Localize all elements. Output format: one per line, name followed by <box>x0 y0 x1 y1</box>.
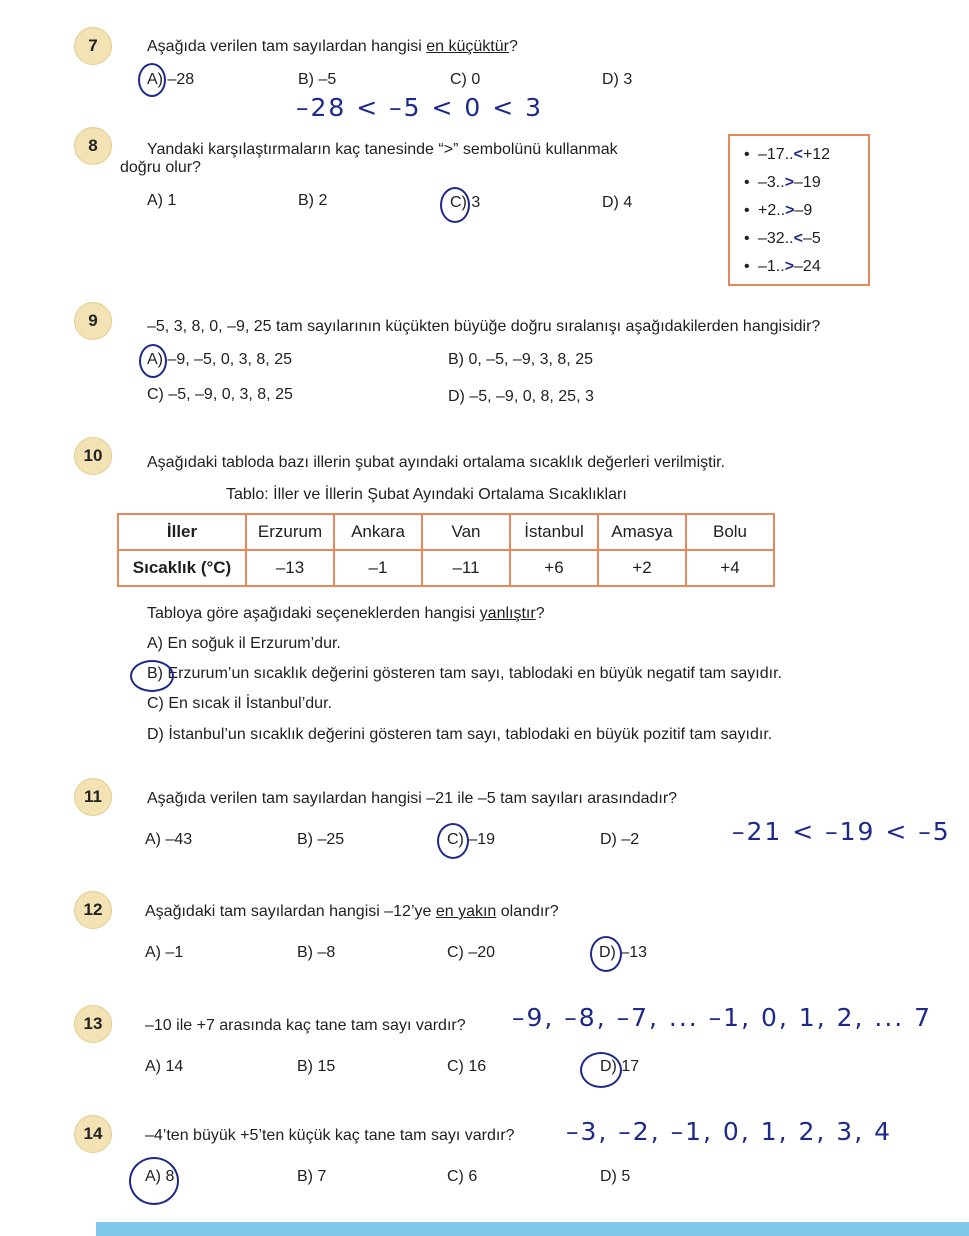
q11-option-b[interactable]: B) –25 <box>297 831 345 848</box>
question-12-text <box>145 903 559 921</box>
question-10-prompt-u: yanlıştır <box>479 605 536 622</box>
q14-option-d[interactable]: D) 5 <box>600 1168 631 1185</box>
question-7-text-b: ? <box>508 38 518 55</box>
q11-option-d[interactable]: D) –2 <box>600 831 640 848</box>
question-12-text-u: en yakın <box>435 903 497 920</box>
bullet-icon: • <box>744 258 750 275</box>
q7-option-d[interactable]: D) 3 <box>602 71 633 88</box>
comparison-left: –32 <box>758 230 785 247</box>
question-8-line2: doğru olur? <box>120 159 201 176</box>
question-14-text: –4’ten büyük +5’ten küçük kaç tane tam sayı vardır? <box>145 1127 515 1144</box>
q13-option-b[interactable]: B) 15 <box>297 1058 336 1075</box>
table-header-cell: İller <box>118 514 246 550</box>
temperature-table <box>117 513 775 587</box>
handwriting-q7: –28 < –5 < 0 < 3 <box>296 93 544 122</box>
table-cell: –1 <box>334 550 422 586</box>
table-row <box>118 514 774 550</box>
q7-option-b[interactable]: B) –5 <box>298 71 337 88</box>
q13-option-c[interactable]: C) 16 <box>447 1058 487 1075</box>
q10-option-a[interactable]: A) En soğuk il Erzurum’dur. <box>147 635 341 652</box>
bullet-icon: • <box>744 146 750 163</box>
comparison-mark: < <box>793 146 803 163</box>
comparison-left: –17 <box>758 146 785 163</box>
q9-option-b[interactable]: B) 0, –5, –9, 3, 8, 25 <box>448 351 593 368</box>
q7-option-c[interactable]: C) 0 <box>450 71 481 88</box>
q13-option-d[interactable]: D) 17 <box>600 1058 640 1075</box>
table-cell: Ankara <box>334 514 422 550</box>
comparison-row: • –1..>–24 <box>744 258 821 275</box>
q12-option-c[interactable]: C) –20 <box>447 944 496 961</box>
question-8-line1: Yandaki karşılaştırmaların kaç tanesinde “>” sembolünü kullanmak <box>147 141 618 158</box>
table-cell: Van <box>422 514 510 550</box>
comparison-mark: > <box>784 174 795 191</box>
question-number-14: 14 <box>74 1115 112 1153</box>
question-number-11: 11 <box>74 778 112 816</box>
comparison-left: –1 <box>758 258 776 275</box>
table-cell: –13 <box>246 550 334 586</box>
question-10-prompt-a: Tabloya göre aşağıdaki seçeneklerden hangisi <box>147 605 480 622</box>
q10-option-b[interactable]: B) Erzurum’un sıcaklık değerini gösteren tam sayı, tablodaki en büyük negatif tam sayıdır. <box>147 665 782 682</box>
table-cell: –11 <box>422 550 510 586</box>
question-number-8: 8 <box>74 127 112 165</box>
handwriting-q14: –3, –2, –1, 0, 1, 2, 3, 4 <box>566 1117 893 1146</box>
question-12-text-a: Aşağıdaki tam sayılardan hangisi –12’ye <box>145 903 436 920</box>
comparison-row: • +2..>–9 <box>744 202 813 219</box>
table-cell: Amasya <box>598 514 686 550</box>
table-cell: +4 <box>686 550 774 586</box>
comparison-right: –19 <box>794 174 821 191</box>
table-cell: +6 <box>510 550 598 586</box>
q14-option-a[interactable]: A) 8 <box>145 1168 175 1185</box>
q9-option-d[interactable]: D) –5, –9, 0, 8, 25, 3 <box>448 388 594 405</box>
comparison-row: • –3..>–19 <box>744 174 821 191</box>
comparison-mark: > <box>784 258 795 275</box>
question-7-text <box>147 38 518 56</box>
q14-option-c[interactable]: C) 6 <box>447 1168 478 1185</box>
q8-option-c[interactable]: C) 3 <box>450 194 481 211</box>
comparison-right: +12 <box>802 146 831 163</box>
bullet-icon: • <box>744 174 750 191</box>
q11-option-a[interactable]: A) –43 <box>145 831 193 848</box>
handwriting-q11: –21 < –19 < –5 <box>732 817 951 846</box>
q12-option-d[interactable]: D) –13 <box>599 944 648 961</box>
table-header-cell: Sıcaklık (°C) <box>118 550 246 586</box>
question-9-text: –5, 3, 8, 0, –9, 25 tam sayılarının küçükten büyüğe doğru sıralanışı aşağıdakilerden hangisidir? <box>147 318 821 335</box>
question-7-text-a: Aşağıda verilen tam sayılardan hangisi <box>147 38 427 55</box>
table-caption: Tablo: İller ve İllerin Şubat Ayındaki Ortalama Sıcaklıkları <box>226 486 627 503</box>
comparison-row: • –17..<+12 <box>744 146 831 163</box>
bullet-icon: • <box>744 230 750 247</box>
comparison-left: –3 <box>758 174 776 191</box>
question-10-text: Aşağıdaki tabloda bazı illerin şubat ayındaki ortalama sıcaklık değerleri verilmiştir. <box>147 454 726 471</box>
comparison-right: –24 <box>794 258 821 275</box>
table-row <box>118 550 774 586</box>
question-10-prompt <box>147 605 545 623</box>
q9-option-c[interactable]: C) –5, –9, 0, 3, 8, 25 <box>147 386 293 403</box>
question-number-10: 10 <box>74 437 112 475</box>
question-number-9: 9 <box>74 302 112 340</box>
q8-option-a[interactable]: A) 1 <box>147 192 177 209</box>
handwriting-q13: –9, –8, –7, ... –1, 0, 1, 2, ... 7 <box>512 1003 933 1032</box>
question-7-text-u: en küçüktür <box>426 38 509 55</box>
q8-option-d[interactable]: D) 4 <box>602 194 633 211</box>
question-13-text: –10 ile +7 arasında kaç tane tam sayı vardır? <box>145 1017 466 1034</box>
q8-option-b[interactable]: B) 2 <box>298 192 328 209</box>
table-cell: İstanbul <box>510 514 598 550</box>
question-number-12: 12 <box>74 891 112 929</box>
footer-bar <box>96 1222 969 1236</box>
table-cell: Erzurum <box>246 514 334 550</box>
question-10-prompt-b: ? <box>535 605 545 622</box>
comparison-mark: > <box>785 202 795 219</box>
comparison-left: +2 <box>758 202 777 219</box>
question-11-text: Aşağıda verilen tam sayılardan hangisi –21 ile –5 tam sayıları arasındadır? <box>147 790 678 807</box>
comparison-row: • –32..<–5 <box>744 230 821 247</box>
q11-option-c[interactable]: C) –19 <box>447 831 496 848</box>
comparison-right: –9 <box>794 202 813 219</box>
q7-option-a[interactable]: A) –28 <box>147 71 195 88</box>
q10-option-d[interactable]: D) İstanbul’un sıcaklık değerini gösteren tam sayı, tablodaki en büyük pozitif tam sayıdır. <box>147 726 773 743</box>
question-number-13: 13 <box>74 1005 112 1043</box>
q10-option-c[interactable]: C) En sıcak il İstanbul’dur. <box>147 695 332 712</box>
q9-option-a[interactable]: A) –9, –5, 0, 3, 8, 25 <box>147 351 292 368</box>
table-cell: +2 <box>598 550 686 586</box>
bullet-icon: • <box>744 202 750 219</box>
q14-option-b[interactable]: B) 7 <box>297 1168 327 1185</box>
table-cell: Bolu <box>686 514 774 550</box>
q12-option-a[interactable]: A) –1 <box>145 944 184 961</box>
question-12-text-b: olandır? <box>496 903 559 920</box>
comparison-box <box>728 134 870 286</box>
q13-option-a[interactable]: A) 14 <box>145 1058 184 1075</box>
comparison-mark: < <box>793 230 803 247</box>
question-number-7: 7 <box>74 27 112 65</box>
comparison-right: –5 <box>802 230 821 247</box>
q12-option-b[interactable]: B) –8 <box>297 944 336 961</box>
